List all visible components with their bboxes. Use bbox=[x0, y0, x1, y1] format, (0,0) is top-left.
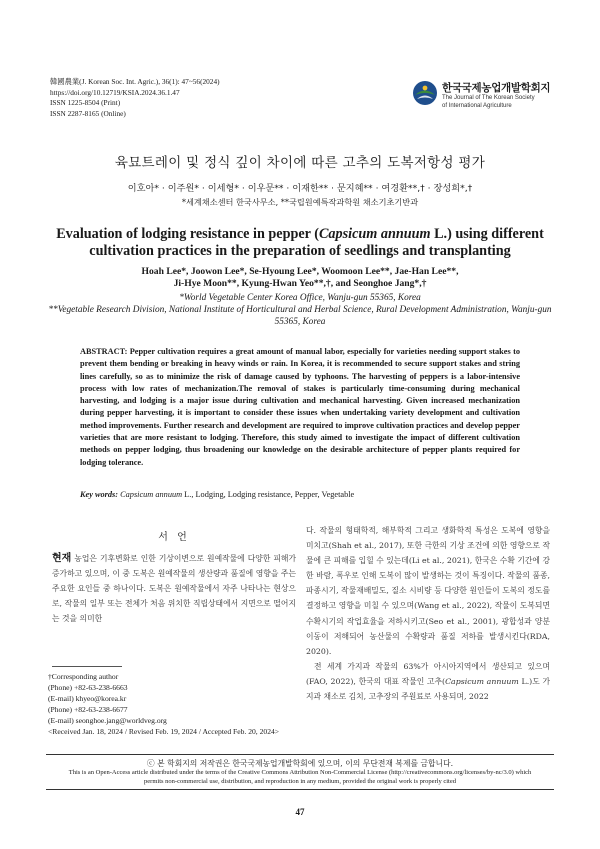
english-title-species: Capsicum annuum bbox=[318, 226, 431, 242]
journal-header bbox=[50, 77, 220, 119]
issn-print: ISSN 1225-8504 (Print) bbox=[50, 98, 121, 107]
intro-heading: 서 언 bbox=[158, 532, 190, 543]
phone-1: (Phone) +82-63-238-6663 bbox=[48, 683, 128, 692]
intro-right-para2-a: 전 세계 가지과 작물의 63%가 아시아지역에서 생산되고 있으며(FAO, 2022), 한국의 대표 작물인 고추( bbox=[306, 661, 550, 686]
corresponding-label: †Corresponding author bbox=[48, 672, 119, 681]
keywords bbox=[80, 489, 520, 501]
korean-authors: 이호아* · 이주원* · 이세형* · 이우문** · 이재한** · 문지혜** · 여경환**,† · 장성희*,† bbox=[127, 183, 473, 194]
society-globe-logo-icon bbox=[412, 80, 438, 106]
intro-right-column bbox=[306, 523, 550, 704]
phone-2: (Phone) +82-63-238-6677 bbox=[48, 705, 128, 714]
english-affiliation-2: **Vegetable Research Division, National Institute of Horticultural and Herbal Science, Rural Development Administration, Wanju-gun 55365, Korea bbox=[48, 305, 552, 327]
intro-left-column bbox=[52, 551, 296, 626]
society-logo bbox=[412, 78, 562, 116]
received-dates: <Received Jan. 18, 2024 / Revised Feb. 19, 2024 / Accepted Feb. 20, 2024> bbox=[48, 727, 280, 736]
intro-left-text: 농업은 기후변화로 인한 기상이변으로 원예작물에 다양한 피해가 증가하고 있으며, 이 중 도복은 원예작물의 생산량과 품질에 영향을 주는 주요한 요인들 중 하나이다. 도복은 원예작물에서 자주 나타나는 현상으로, 작물의 일부 또는 전체가 처음 위치한 직립상태에서 지면으로 떨어지는 것을 의미한 bbox=[52, 554, 296, 624]
keywords-species: Capsicum annuum bbox=[120, 490, 183, 499]
intro-right-para2 bbox=[306, 659, 550, 704]
english-title bbox=[40, 226, 560, 260]
abstract: ABSTRACT: Pepper cultivation requires a great amount of manual labor, especially for varieties needing support stakes to prevent them bending or breaking in heavy winds or rain. In Korea, it is recommended to secure support stakes and string lines carefully, so as to minimize the risk of damage caused by typhoons. The harvesting of peppers is a labor-intensive process with low rates of mechanization.The removal of stakes is particularly time-consuming during mechanical harvesting, and lodging is a major issue during cultivation and mechanical harvesting. Given increased mechanization during pepper harvesting, it is important to consider these issues when undertaking variety development and cultivation method improvements. Further research and development are required to improve cultivation practices and develop pepper varieties that are more resistant to lodging. Therefore, this study aimed to investigate the impact of different cultivation methods on pepper lodging, thus broadening our knowledge on the desirable architecture of pepper plants required for lodging tolerance. bbox=[80, 347, 520, 467]
english-authors bbox=[40, 266, 560, 290]
open-access-notice: This is an Open-Access article distributed under the terms of the Creative Commons Attribution Non-Commercial License (http://creativecommons.org/licenses/by-nc/3.0) which permits non-commercial use, distribution, and reproduction in any medium, provided the original work is properly cited bbox=[68, 769, 532, 785]
english-authors-line2: Ji-Hye Moon**, Kyung-Hwan Yeo**,†, and Seonghoe Jang*,† bbox=[173, 278, 427, 289]
intro-right-para1: 다. 작물의 형태학적, 해부학적 그리고 생화학적 특성은 도복에 영향을 미치고(Shah et al., 2017), 또한 극한의 기상 조건에 의한 영향으로 작물에 큰 피해를 입힐 수 있는데(Li et al., 2021), 한국은 수확 기간에 강한 바람, 폭우로 인해 도복이 많이 발생하는 것이 특징이다. 작물의 품종, 파종시기, 작물재배밀도, 질소 시비량 등 다양한 원인들이 도복의 정도를 결정하고 영향을 미칠 수 있으며(Wang et al., 2022), 작물이 도복되면 수확시기의 작업효율을 저하시키고(Seo et al., 2001), 광합성과 양분 이동이 저해되어 농산물의 수확량과 품질 저하를 발생시킨다(RDA, 2020). bbox=[306, 526, 550, 656]
intro-right-para2-b: L.)도 가지과 채소로 김치, 고추장의 주원료로 사용되며, 2022 bbox=[306, 676, 550, 702]
english-title-part1: Evaluation of lodging resistance in pepper ( bbox=[56, 226, 319, 242]
english-affiliations bbox=[40, 292, 560, 328]
corresponding-footnote bbox=[48, 671, 308, 737]
korean-affiliation: *세계채소센터 한국사무소, **국립원예특작과학원 채소기초기반과 bbox=[181, 197, 419, 207]
society-name-en-line1: The Journal of The Korean Society bbox=[442, 95, 535, 101]
footnote-rule bbox=[52, 666, 122, 667]
license-box bbox=[46, 754, 554, 790]
issn-online: ISSN 2287-8165 (Online) bbox=[50, 108, 126, 118]
intro-right-para2-species: Capsicum annuum bbox=[445, 676, 519, 686]
society-name-ko: 한국국제농업개발학회지 bbox=[442, 82, 551, 94]
keywords-list: L., Lodging, Lodging resistance, Pepper, Vegetable bbox=[182, 490, 355, 499]
email-2[interactable]: (E-mail) seonghoe.jang@worldveg.org bbox=[48, 716, 167, 725]
english-authors-line1: Hoah Lee*, Joowon Lee*, Se-Hyoung Lee*, Woomoon Lee**, Jae-Han Lee**, bbox=[141, 266, 459, 277]
english-title-part2: L.) using different cultivation practices in the preparation of seedlings and transplanting bbox=[89, 226, 544, 259]
english-affiliation-1: *World Vegetable Center Korea Office, Wanju-gun 55365, Korea bbox=[179, 293, 421, 303]
doi-link[interactable]: https://doi.org/10.12719/KSIA.2024.36.1.47 bbox=[50, 87, 180, 97]
journal-citation: 韓國農業(J. Korean Soc. Int. Agric.), 36(1): 47~56(2024) bbox=[50, 77, 220, 86]
email-1[interactable]: (E-mail) khyeo@korea.kr bbox=[48, 694, 127, 703]
society-name-en bbox=[442, 94, 535, 110]
society-name-en-line2: of International Agriculture bbox=[442, 103, 512, 109]
copyright-notice: ⓒ 본 학회지의 저작권은 한국국제농업개발학회에 있으며, 이의 무단전재 복제를 금합니다. bbox=[146, 759, 454, 768]
keywords-label: Key words: bbox=[80, 490, 119, 499]
korean-title: 육묘트레이 및 정식 깊이 차이에 따른 고추의 도복저항성 평가 bbox=[114, 155, 486, 171]
intro-lead-word: 현재 bbox=[52, 553, 72, 564]
page-number: 47 bbox=[295, 807, 305, 817]
